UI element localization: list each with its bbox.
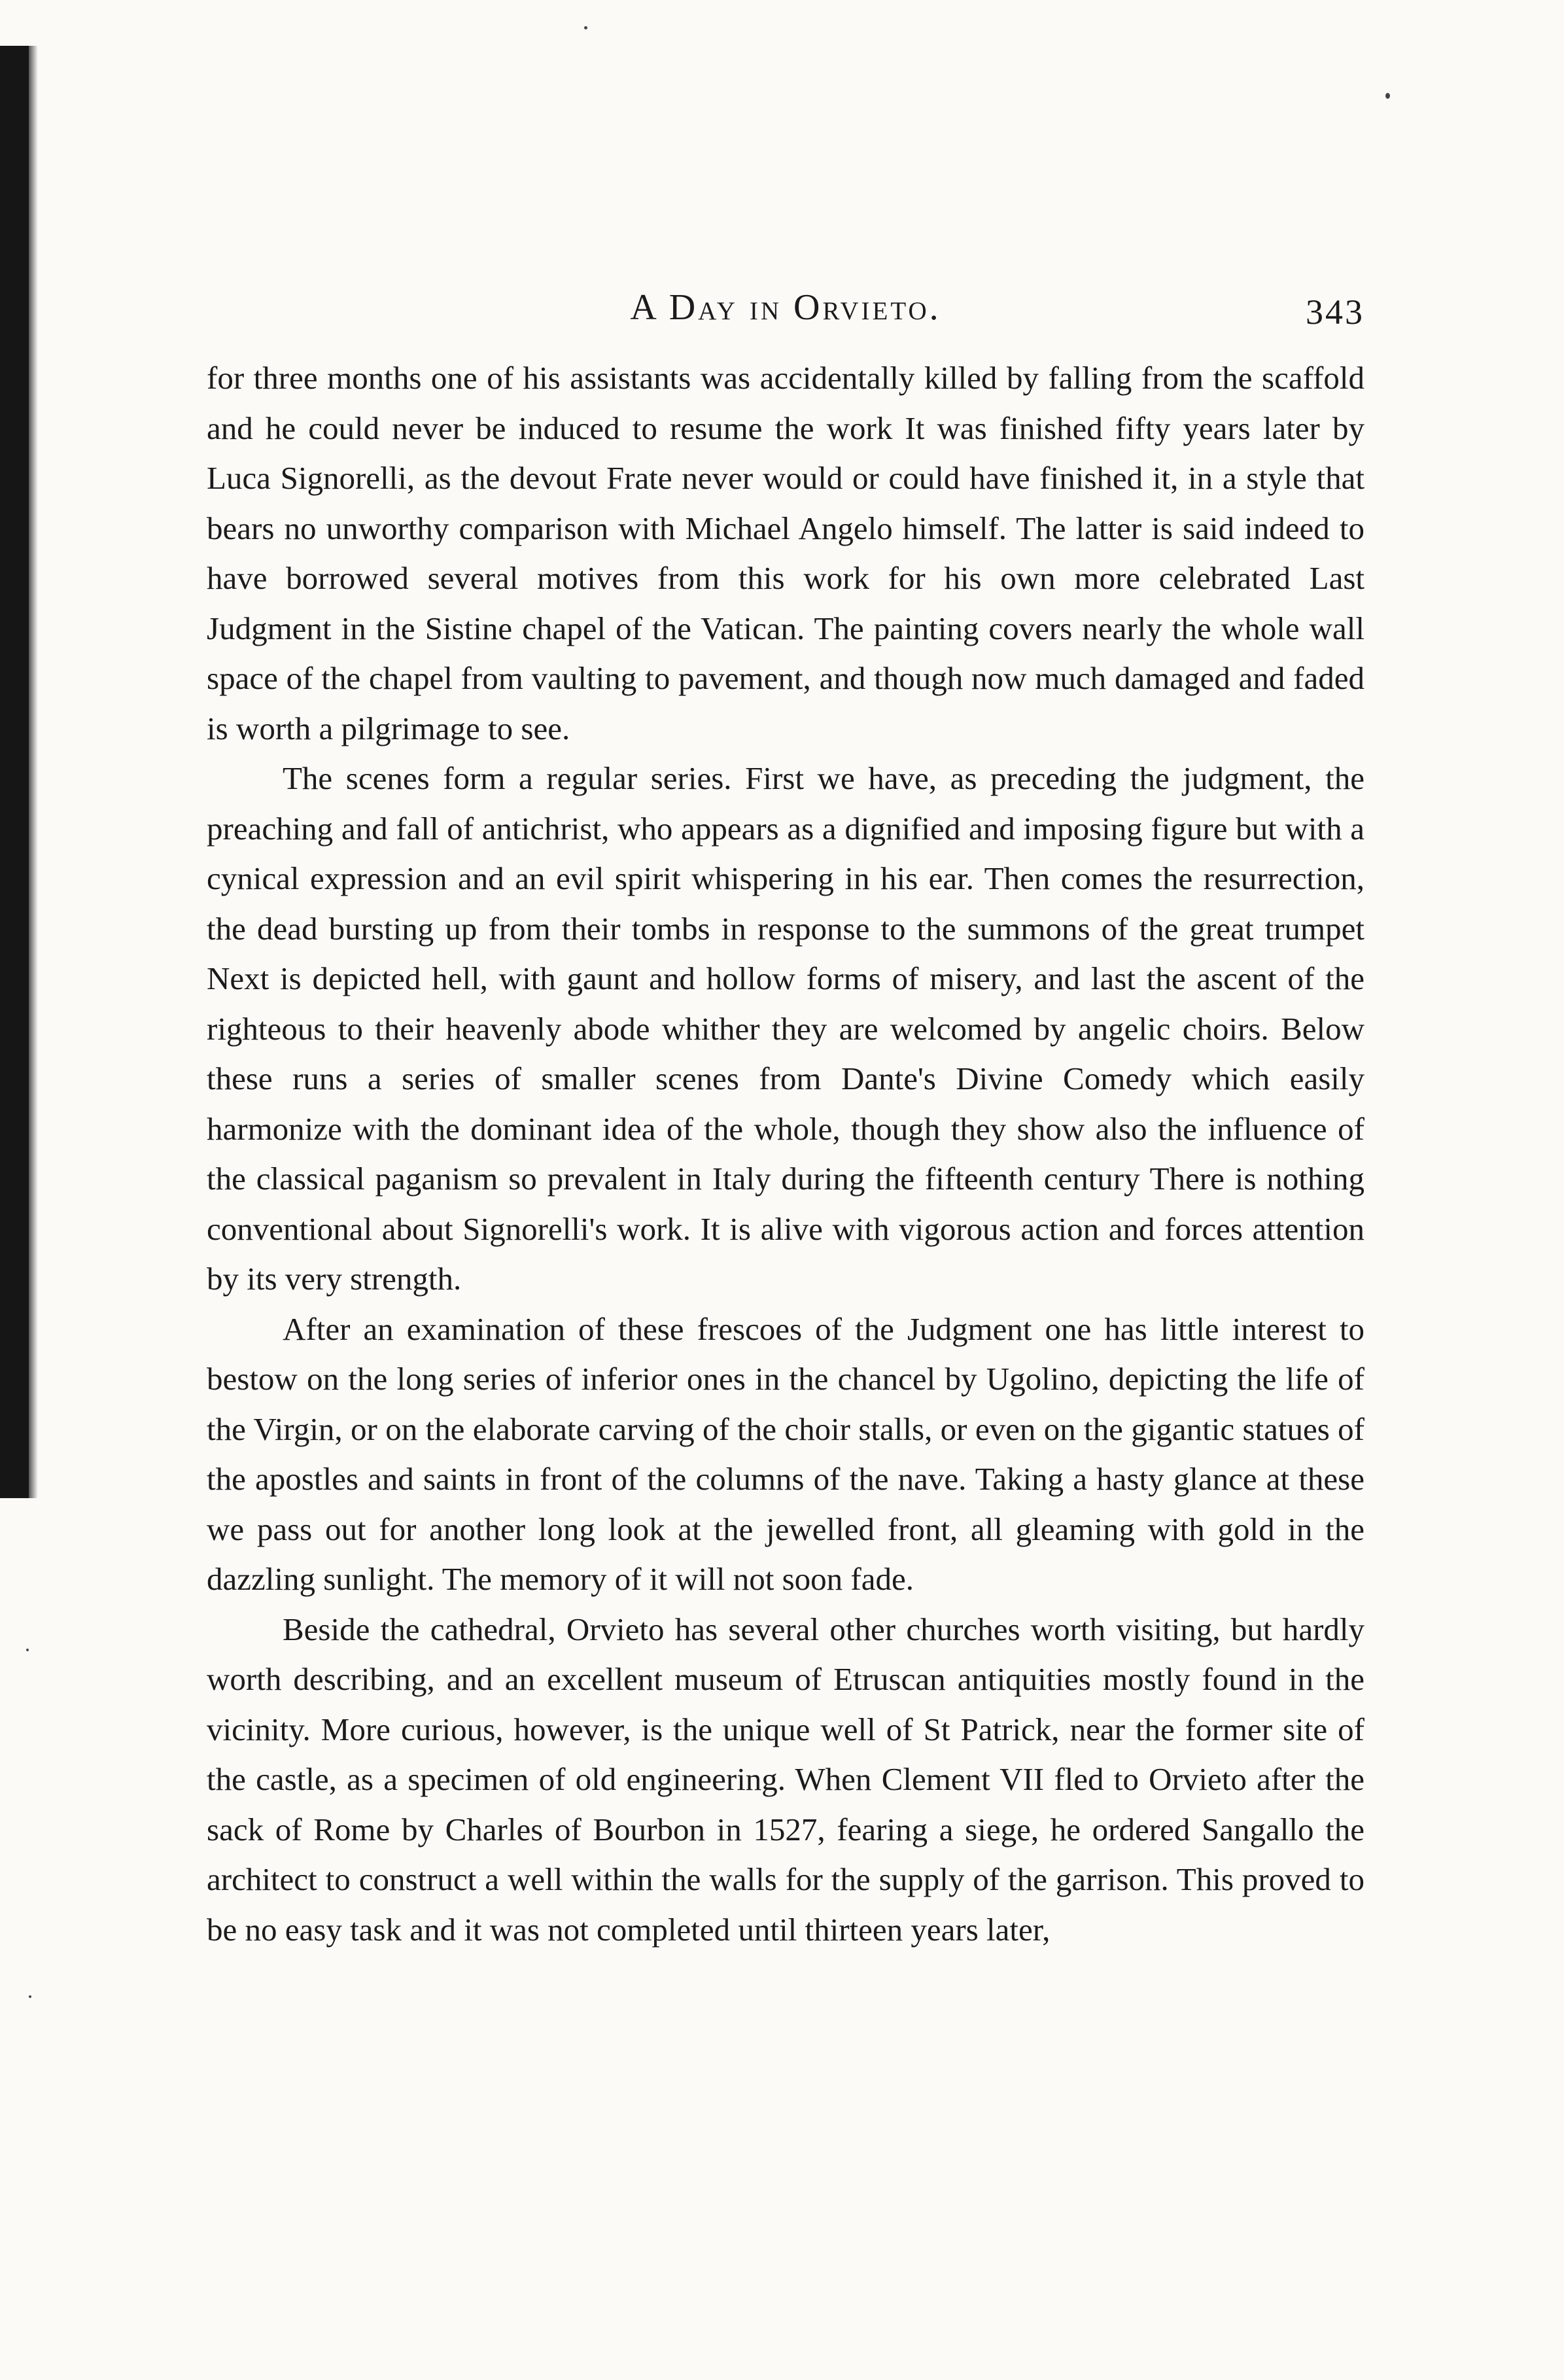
book-page [207,275,1364,1955]
body-text [207,353,1364,1955]
print-speck [26,1649,29,1651]
page-number: 343 [1306,292,1364,332]
print-speck [29,1995,31,1998]
book-binding-edge [0,46,29,1498]
running-head [207,275,1364,353]
paragraph-continued: for three months one of his assistants was accidentally killed by falling from the scaffold and he could never be induced to resume the work It was finished fifty years later by Luca Signorelli, as the devout Frate never would or could have finished it, in a style that bears no unworthy comparison with Michael Angelo himself. The latter is said indeed to have borrowed several motives from this work for his own more celebrated Last Judgment in the Sistine chapel of the Vatican. The painting covers nearly the whole wall space of the chapel from vaulting to pavement, and though now much damaged and faded is worth a pilgrimage to see. [207,360,1364,746]
running-title: A Day in Orvieto. [630,287,941,328]
paragraph-judgment: After an examination of these frescoes of the Judgment one has little interest to bestow on the long series of inferior ones in the chancel by Ugolino, depicting the life of the Virgin, or on the elaborate carving of the choir stalls, or even on the gigantic statues of the apostles and saints in front of the columns of the nave. Taking a hasty glance at these we pass out for another long look at the jewelled front, all gleaming with gold in the dazzling sunlight. The memory of it will not soon fade. [207,1310,1364,1597]
paragraph-well: Beside the cathedral, Orvieto has several other churches worth visiting, but hardly worth describing, and an excellent museum of Etruscan antiquities mostly found in the vicinity. More curious, however, is the unique well of St Patrick, near the former site of the castle, as a specimen of old engineering. When Clement VII fled to Orvieto after the sack of Rome by Charles of Bourbon in 1527, fearing a siege, he ordered Sangallo the architect to construct a well within the walls for the supply of the garrison. This proved to be no easy task and it was not completed until thirteen years later, [207,1611,1364,1948]
binding-shadow [29,46,38,1498]
paragraph-scenes: The scenes form a regular series. First we have, as preceding the judgment, the preaching and fall of antichrist, who appears as a dignified and imposing figure but with a cynical expression and an evil spirit whispering in his ear. Then comes the resurrection, the dead bursting up from their tombs in response to the summons of the great trumpet Next is depicted hell, with gaunt and hollow forms of misery, and last the ascent of the righteous to their heavenly abode whither they are welcomed by angelic choirs. Below these runs a series of smaller scenes from Dante's Divine Comedy which easily harmonize with the dominant idea of the whole, though they show also the influence of the classical paganism so prevalent in Italy during the fifteenth century There is nothing conventional about Signorelli's work. It is alive with vigorous action and forces attention by its very strength. [207,760,1364,1297]
print-speck [1385,93,1390,99]
print-speck [584,26,587,29]
